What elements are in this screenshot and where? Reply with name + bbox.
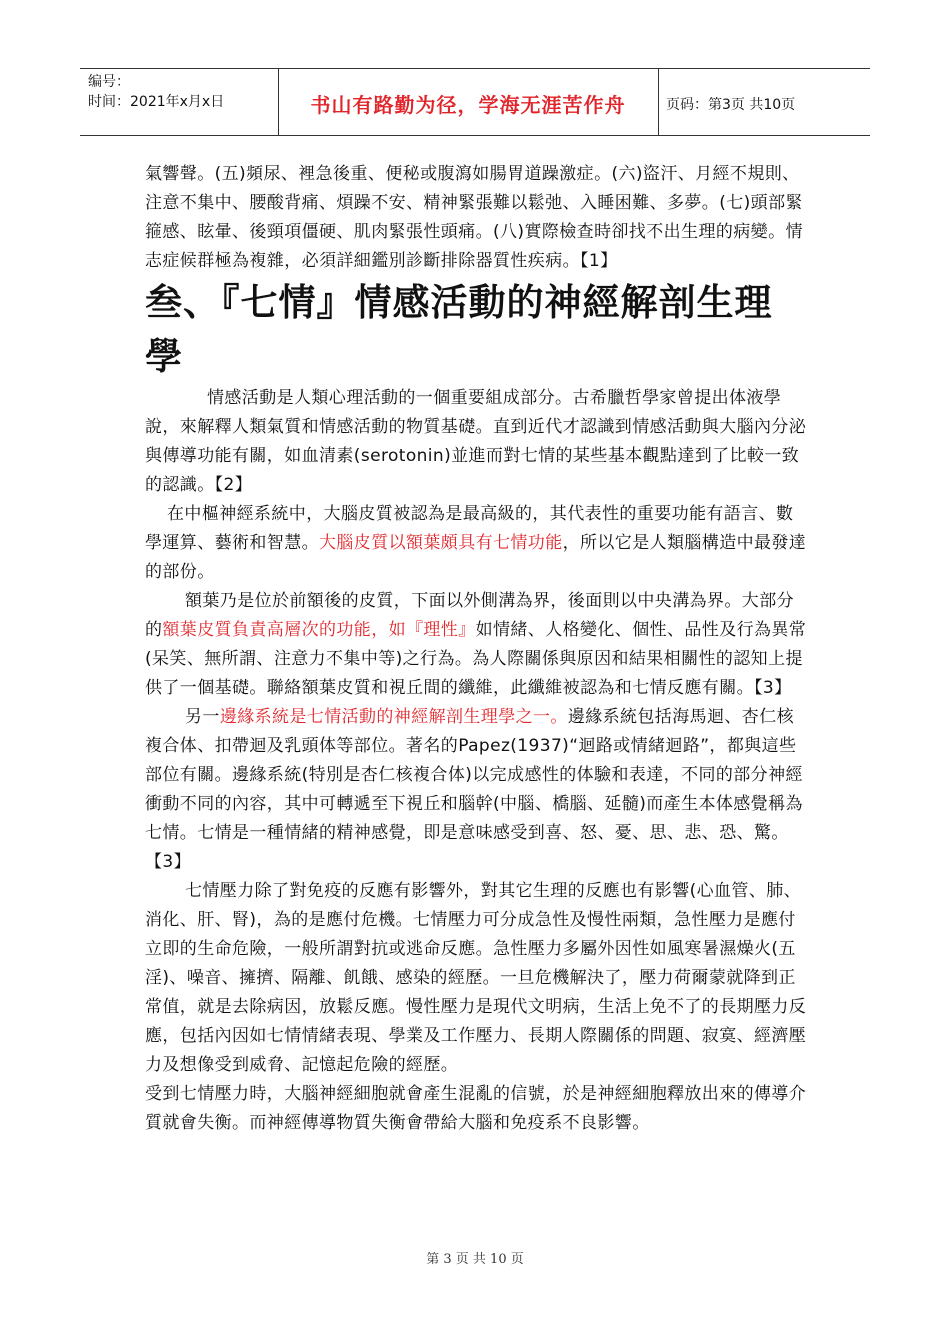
highlight-text: 邊緣系統是七情活動的神經解剖生理學之一。 — [219, 707, 568, 727]
paragraph-neurotransmitter: 受到七情壓力時，大腦神經細胞就會產生混亂的信號，於是神經細胞釋放出來的傳導介質就會失衡。而神經傳導物質失衡會帶給大腦和免疫系不良影響。 — [145, 1084, 807, 1133]
text-span: 額葉乃是位於前額後的皮質，下面以外側溝為界，後面則以中央溝為界。大部分的 — [145, 591, 794, 640]
section-heading: 叁、『七情』情感活動的神經解剖生理學 — [145, 281, 773, 378]
highlight-text: 大腦皮質以額葉頗具有七情功能 — [319, 533, 563, 553]
text-span: 邊緣系統包括海馬迴、杏仁核複合体、扣帶迴及乳頭体等部位。著名的Papez(1937)“迴路或情緒迴路”，都與這些部位有關。邊緣系統(特別是杏仁核複合体)以完成感性的体驗和表達，不同的部分神經衝動不同的內容，其中可轉遞至下視丘和腦幹(中腦、橋腦、延髓)而產生本体感覺稱為七情。七情是一種情緒的精神感覺，即是意味感受到喜、怒、憂、思、悲、恐、驚。【3】 — [145, 707, 803, 872]
text-span: ，所以它是人類腦構造中最發達的部份。 — [145, 533, 807, 582]
header-divider-right — [658, 68, 659, 135]
header-meta — [88, 72, 224, 112]
paragraph-emotion-intro: 情感活動是人類心理活動的一個重要組成部分。古希臘哲學家曾提出体液學說，來解釋人類氣質和情感活動的物質基礎。直到近代才認識到情感活動與大腦內分泌與傳導功能有關，如血清素(serotonin)並進而對七情的某些基本觀點達到了比較一致的認識。【2】 — [145, 388, 807, 495]
highlight-text: 額葉皮質負責高層次的功能，如『理性』 — [162, 620, 476, 640]
paragraph-stress: 七情壓力除了對免疫的反應有影響外，對其它生理的反應也有影響(心血管、肺、消化、肝、腎)，為的是應付危機。七情壓力可分成急性及慢性兩類，急性壓力是應付立即的生命危險，一般所謂對抗或逃命反應。急性壓力多屬外因性如風寒暑濕燥火(五淫)、噪音、擁擠、隔離、飢餓、感染的經歷。一旦危機解決了，壓力荷爾蒙就降到正常值，就是去除病因，放鬆反應。慢性壓力是現代文明病，生活上免不了的長期壓力反應，包括內因如七情情緒表現、學業及工作壓力、長期人際關係的問題、寂寞、經濟壓力及想像受到威脅、記憶起危險的經歷。 — [145, 881, 807, 1075]
paragraph-limbic-system — [145, 703, 810, 877]
header-page-info: 页码：第3页 共10页 — [666, 97, 796, 113]
text-span: 另一 — [185, 707, 220, 727]
header-motto: 书山有路勤为径，学海无涯苦作舟 — [310, 93, 626, 117]
paragraph-symptoms: 氣響聲。(五)頻尿、裡急後重、便秘或腹瀉如腸胃道躁激症。(六)盜汗、月經不規則、注意不集中、腰酸背痛、煩躁不安、精神緊張難以鬆弛、入睡困難、多夢。(七)頭部緊箍感、眩暈、後頸項僵硬、肌肉緊張性頭痛。(八)實際檢查時卻找不出生理的病變。情志症候群極為複雜，必須詳細鑑別診斷排除器質性疾病。【1】 — [145, 164, 803, 271]
paragraph-frontal-lobe — [145, 587, 810, 703]
header-top-rule — [80, 68, 870, 69]
page-footer: 第 3 页 共 10 页 — [426, 1252, 524, 1267]
header-bottom-rule — [80, 135, 870, 136]
paragraph-cerebral-cortex — [145, 500, 810, 587]
document-body — [145, 160, 810, 1138]
document-time-label: 时间：2021年x月x日 — [88, 94, 225, 110]
text-span: 在中樞神經系統中，大腦皮質被認為是最高級的，其代表性的重要功能有語言、數學運算、藝術和智慧。 — [145, 504, 794, 553]
header-divider-left — [278, 68, 279, 135]
text-span: 如情緒、人格變化、個性、品性及行為異常(呆笑、無所謂、注意力不集中等)之行為。為人際關係與原因和結果相關性的認知上提供了一個基礎。聯絡額葉皮質和視丘間的纖維，此纖維被認為和七情反應有關。【3】 — [145, 620, 807, 698]
document-number-label: 编号： — [88, 74, 130, 90]
